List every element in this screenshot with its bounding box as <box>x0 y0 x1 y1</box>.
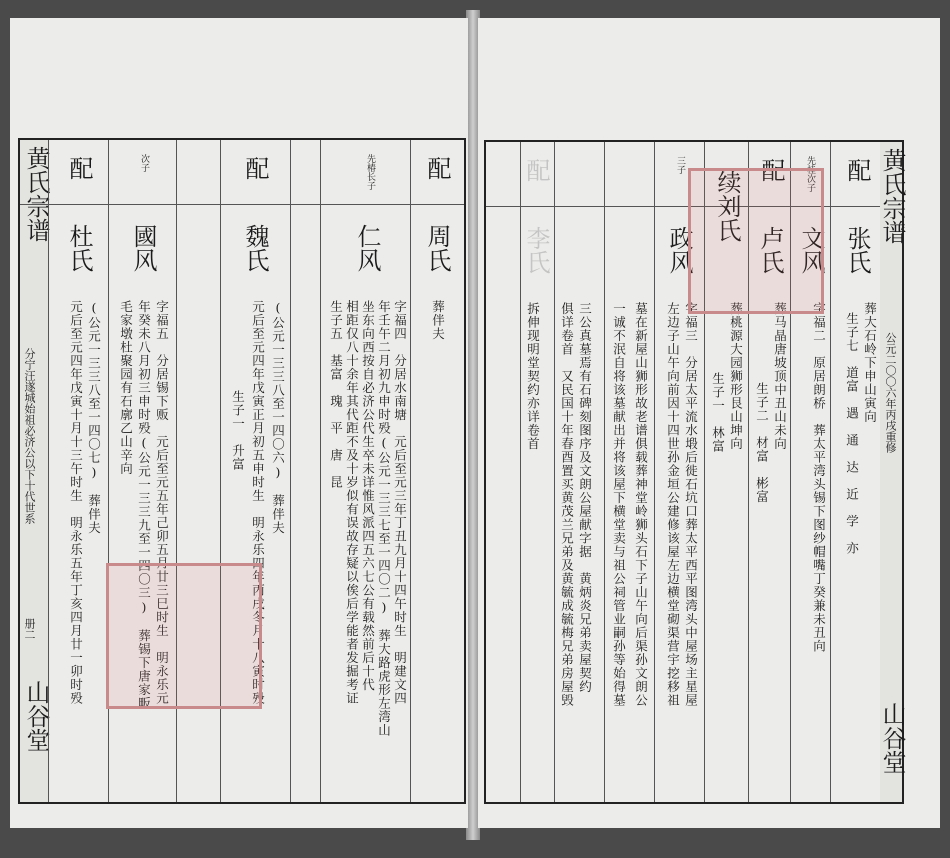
left-margin-hall: 山谷堂 <box>22 680 50 752</box>
right-col-4-body-2: 墓在新屋山狮形故老谱俱载葬神堂岭狮头石下子山午向后渠孙文朗公 <box>633 302 649 707</box>
left-col-3-body-3: 相距仅八十余年其代距不及十岁似有误故存疑以俟后学能者发掘考证 <box>344 300 360 705</box>
right-col-4-body-0: 字福三 分居太平流水塅后徙石坑口葬太平西平图湾头中屋场主星屋 <box>683 302 699 707</box>
left-col-2-body-0: (公元一三三八至一四〇六) 葬伴夫 <box>270 300 286 535</box>
left-col-3-body-4: 生子五 基富 瑰 平 唐 昆 <box>328 300 344 489</box>
right-col-2-name: 卢氏 <box>756 226 784 274</box>
right-col-0-name: 张氏 <box>843 226 871 274</box>
right-col-4-body-5: 俱详卷首 又民国十年春酉置买黄茂兰兄弟及黄毓成毓梅兄弟房屋毁 <box>559 302 575 707</box>
right-col-1-body-0: 字福二 原居朗桥 葬太平湾头锡下图纱帽嘴丁癸兼未丑向 <box>811 302 827 653</box>
left-margin-volume: 册二 <box>23 618 36 640</box>
right-col-1-top-small: 先桂次子 <box>805 156 815 192</box>
right-col-0-body-0: 葬大石岭下申山寅向 <box>862 302 878 424</box>
library-seal-right <box>688 168 824 314</box>
left-col-0 <box>48 140 109 802</box>
right-col-4-name: 政风 <box>665 226 693 274</box>
left-col-4-head: 配 <box>423 156 451 180</box>
right-col-3-name: 续刘氏 <box>713 170 741 242</box>
left-col-4-body-0: 葬伴夫 <box>430 300 446 341</box>
left-margin-series: 分宁汪遂城始祖必济公以下十代世系 <box>23 348 36 524</box>
right-margin-hall: 山谷堂 <box>878 702 906 774</box>
right-margin-date: 公元二〇〇六年丙戌重修 <box>884 332 897 453</box>
left-col-0-body-1: 元后至元四年戊寅十月十三午时生 明永乐五年丁亥四月廿一卯时殁 <box>68 300 84 705</box>
left-col-0-body-0: (公元一三三八至一四〇七) 葬伴夫 <box>86 300 102 535</box>
right-col-3-body-1: 生子一 林富 <box>710 372 726 453</box>
right-col-4-body-1: 左边子山午向前因十四世孙金垣公建修该屋左边横堂砌渠营宇挖移祖 <box>665 302 681 707</box>
right-col-4-top-small: 三子 <box>675 156 685 174</box>
left-margin-strip <box>20 140 48 802</box>
right-col-faint-0 <box>486 142 520 802</box>
library-seal-left <box>106 563 262 709</box>
left-col-3-body-0: 字福四 分居水南塘 元后至元三年丁丑九月十四午时生 明建文四 <box>392 300 408 705</box>
left-col-1-body-1: 年癸未八月初三申时殁(公元一三三九至一四〇三) 葬锡下唐家畈 <box>136 300 152 710</box>
left-col-4-name: 周氏 <box>423 224 451 272</box>
right-col-0 <box>830 142 881 802</box>
left-col-1-body-0: 字福五 分居锡下贩 元后至元五年己卯五月廿三巳时生 明永乐元 <box>154 300 170 705</box>
right-col-2-head: 配 <box>757 158 785 182</box>
right-col-4-body-3: 一诚不泯自将该墓献出并将该屋下横堂卖与祖公祠管业嗣孙等始得墓 <box>611 302 627 707</box>
left-col-1-body-2: 毛家墩杜聚园有石廓乙山辛向 <box>118 300 134 476</box>
left-col-2-name: 魏氏 <box>241 224 269 272</box>
right-col-2-body-1: 生子二 材富 彬富 <box>754 382 770 504</box>
right-col-3-body-0: 葬桃源大园狮形艮山坤向 <box>728 302 744 451</box>
left-col-faint-2 <box>290 140 321 802</box>
left-col-2-head: 配 <box>241 156 269 180</box>
left-col-3-body-1: 年壬午二月初九申时殁(公元一三三七至一四〇二) 葬大路虎形左湾山 <box>376 300 392 737</box>
right-col-0-head: 配 <box>843 158 871 182</box>
right-col-4-body-6: 拆伸现明堂契约亦详卷首 <box>525 302 541 451</box>
left-col-1-top-small: 次子 <box>139 154 149 172</box>
right-col-1-name: 文风 <box>797 226 825 274</box>
right-page <box>478 18 940 828</box>
left-col-3-body-2: 坐东向西按自必济公代生卒未详惟风派四五六七公有载然前后十代 <box>360 300 376 692</box>
right-col-2-body-0: 葬马晶唐坡顶中丑山未向 <box>772 302 788 451</box>
left-col-3-name: 仁风 <box>353 224 381 272</box>
right-col-5-name: 李氏 <box>522 226 550 274</box>
left-col-0-name: 杜氏 <box>65 224 93 272</box>
right-col-4-body-4: 三公真墓焉有石碑刻图序及文朗公屋献字据 黄炳炎兄弟卖屋契约 <box>577 302 593 694</box>
left-col-0-head: 配 <box>65 156 93 180</box>
right-col-5-head: 配 <box>522 158 550 182</box>
left-col-1-name: 國风 <box>129 224 157 272</box>
right-col-0-body-1: 生子七 道富 遇 通 达 近 学 亦 <box>844 312 860 555</box>
right-margin-title: 黄氏宗谱 <box>878 148 906 244</box>
left-col-2-body-1: 元后至元四年戊寅正月初五申时生 明永乐四年丙戌冬月十八寅时殁 <box>250 300 266 705</box>
right-margin-strip <box>878 142 906 802</box>
left-col-3 <box>320 140 411 802</box>
left-col-4 <box>410 140 465 802</box>
left-col-2-body-2: 生子一 升富 <box>230 390 246 471</box>
left-page <box>10 18 468 828</box>
left-margin-title: 黄氏宗谱 <box>22 146 50 242</box>
left-col-3-top-small: 先椿长子 <box>365 154 375 190</box>
